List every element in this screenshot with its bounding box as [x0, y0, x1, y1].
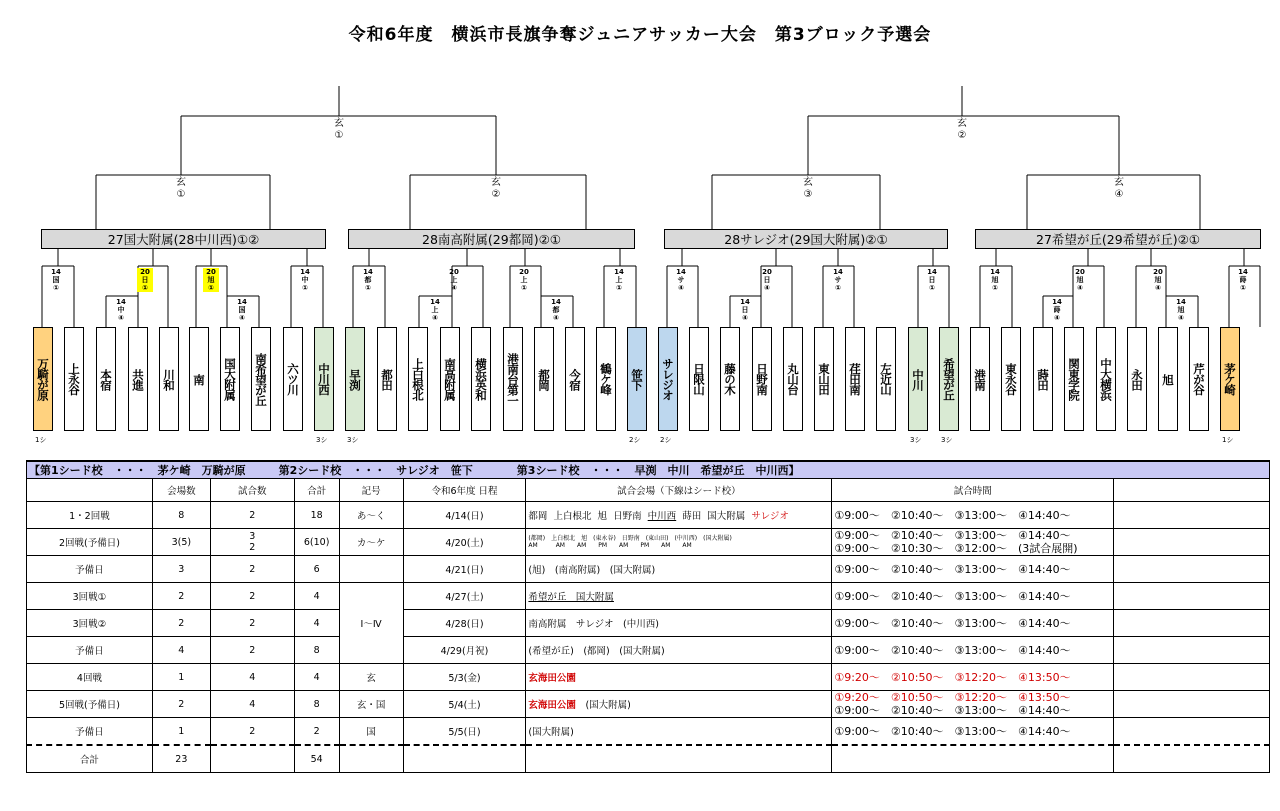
team-box: 希望が丘	[939, 327, 959, 431]
team-box: 国大附属	[220, 327, 240, 431]
table-row: 5回戦(予備日) 2 4 8 玄・国 5/4(土) 玄海田公園 (国大附属) ①9:20～ ②10:50～ ③12:20～ ④13:50～ ①9:00～ ②10:40～ ③13:00～ ④14:40～	[27, 691, 1270, 718]
col-code: 記号	[339, 479, 403, 502]
team-box: 港南台第一	[503, 327, 523, 431]
match-label: 20 旭 ④	[1153, 268, 1163, 292]
match-label: 20 旭 ④	[1075, 268, 1085, 292]
table-row: 1・2回戦 8 2 18 あ～く 4/14(日) 都岡 上白根北 旭 日野南 中川西 蒔田 国大附属 サレジオ ①9:00～ ②10:40～ ③13:00～ ④14:40～	[27, 502, 1270, 529]
sub-match-label: 14 都 ④	[551, 298, 561, 322]
col-games: 試合数	[210, 479, 294, 502]
semi-label-3: 玄 ③	[803, 177, 813, 200]
seed-mark: 2シ	[629, 436, 641, 444]
match-label: 14 日 ①	[927, 268, 937, 292]
team-box: 旭	[1158, 327, 1178, 431]
team-box: 東永谷	[1001, 327, 1021, 431]
team-box: 川和	[159, 327, 179, 431]
team-box: 永田	[1127, 327, 1147, 431]
seed-mark: 3シ	[347, 436, 359, 444]
team-box: 日野南	[752, 327, 772, 431]
team-box: 南	[189, 327, 209, 431]
page-title: 令和6年度 横浜市長旗争奪ジュニアサッカー大会 第3ブロック予選会	[348, 25, 932, 45]
team-box: 都岡	[534, 327, 554, 431]
match-label: 20 日 ④	[762, 268, 772, 292]
table-row: 4回戦 1 4 4 玄 5/3(金) 玄海田公園 ①9:20～ ②10:50～ ③12:20～ ④13:50～	[27, 664, 1270, 691]
sub-match-label: 14 旭 ④	[1176, 298, 1186, 322]
team-box: 今宿	[565, 327, 585, 431]
semi-label-1: 玄 ①	[176, 177, 186, 200]
match-label: 14 上 ①	[614, 268, 624, 292]
col-site: 試合会場（下線はシード校）	[526, 479, 832, 502]
seed-summary: 【第1シード校 ・・・ 茅ケ崎 万騎が原 第2シード校 ・・・ サレジオ 笹下 第3シード校 ・・・ 早渕 中川 希望が丘 中川西】	[27, 461, 1270, 479]
team-box: 上永谷	[64, 327, 84, 431]
match-label: 20 上 ④	[449, 268, 459, 292]
sub-match-label: 14 中 ④	[116, 298, 126, 322]
team-box: 藤の木	[720, 327, 740, 431]
col-time: 試合時間	[832, 479, 1114, 502]
seed-mark: 3シ	[316, 436, 328, 444]
team-box: 上白根北	[408, 327, 428, 431]
team-box: 早渕	[345, 327, 365, 431]
team-box: 左近山	[876, 327, 896, 431]
table-row: 予備日 1 2 2 国 5/5(日) (国大附属) ①9:00～ ②10:40～ ③13:00～ ④14:40～	[27, 718, 1270, 746]
team-box: 中川	[908, 327, 928, 431]
block-3-bar: 28サレジオ(29国大附属)②①	[664, 229, 948, 249]
seed-mark: 3シ	[910, 436, 922, 444]
match-label: 14 旭 ①	[990, 268, 1000, 292]
match-label: 20 上 ①	[519, 268, 529, 292]
table-row: 合計 23 54	[27, 745, 1270, 773]
block-4-bar: 27希望が丘(29希望が丘)②①	[975, 229, 1261, 249]
final-label-right: 玄 ②	[957, 118, 967, 141]
team-box: 万騎が原	[33, 327, 53, 431]
table-row: 3回戦② 2 2 4 Ⅰ～Ⅳ 4/28(日) 南高附属 サレジオ (中川西) ①9:00～ ②10:40～ ③13:00～ ④14:40～	[27, 610, 1270, 637]
table-row: 3回戦① 2 2 4 4/27(土) 希望が丘 国大附属 ①9:00～ ②10:40～ ③13:00～ ④14:40～	[27, 583, 1270, 610]
sub-match-label: 14 国 ④	[237, 298, 247, 322]
team-box: 中大横浜	[1096, 327, 1116, 431]
team-box: 荏田南	[845, 327, 865, 431]
team-box: 鶴ケ峰	[596, 327, 616, 431]
seed-mark: 3シ	[941, 436, 953, 444]
team-box: 横浜英和	[471, 327, 491, 431]
site-cell: (都岡) 上白根北 旭 (東永谷) 日野南 (東山田) (中川西) (国大附属) AM AM AM PM AM PM AM AM	[526, 529, 832, 556]
block-2-bar: 28南高附属(29都岡)②①	[348, 229, 635, 249]
block-1-bar: 27国大附属(28中川西)①②	[41, 229, 326, 249]
table-header	[27, 479, 1270, 502]
team-box: 笹下	[627, 327, 647, 431]
team-box: 本宿	[96, 327, 116, 431]
schedule-table	[26, 460, 1270, 773]
team-box: 関東学院	[1064, 327, 1084, 431]
sub-match-label: 14 日 ④	[740, 298, 750, 322]
team-box: 芹が谷	[1189, 327, 1209, 431]
team-box: 港南	[970, 327, 990, 431]
team-box: 都田	[377, 327, 397, 431]
semi-label-4: 玄 ④	[1114, 177, 1124, 200]
team-box: 東山田	[814, 327, 834, 431]
match-label: 20 旭 ①	[203, 268, 219, 292]
site-cell: 玄海田公園 (国大附属)	[526, 691, 832, 718]
team-box: 南希望が丘	[251, 327, 271, 431]
team-box: 日限山	[689, 327, 709, 431]
site-cell: 都岡 上白根北 旭 日野南 中川西 蒔田 国大附属 サレジオ	[526, 502, 832, 529]
match-label: 20 日 ①	[137, 268, 153, 292]
table-row: 予備日 4 2 8 4/29(月祝) (希望が丘) (都岡) (国大附属) ①9:00～ ②10:40～ ③13:00～ ④14:40～	[27, 637, 1270, 664]
match-label: 14 中 ①	[300, 268, 310, 292]
semi-label-2: 玄 ②	[491, 177, 501, 200]
col-total: 合計	[294, 479, 339, 502]
team-box: 蒔田	[1033, 327, 1053, 431]
team-box: 丸山台	[783, 327, 803, 431]
match-label: 14 蒔 ①	[1238, 268, 1248, 292]
table-row: 2回戦(予備日) 3(5) 3 2 6(10) カ～ケ 4/20(土) (都岡) 上白根北 旭 (東永谷) 日野南 (東山田) (中川西) (国大附属) AM AM AM PM AM PM AM AM ①9:00～ ②10:40～ ③13:00～ ④14:40～ ①9:00～ ②10:30～ ③12:00～ (3試合展開)	[27, 529, 1270, 556]
match-label: 14 都 ①	[363, 268, 373, 292]
sub-match-label: 14 蒔 ④	[1052, 298, 1062, 322]
seed-mark: 1シ	[1222, 436, 1234, 444]
col-venues: 会場数	[152, 479, 210, 502]
team-box: 茅ケ崎	[1220, 327, 1240, 431]
table-row: 予備日 3 2 6 4/21(日) (旭) (南高附属) (国大附属) ①9:00～ ②10:40～ ③13:00～ ④14:40～	[27, 556, 1270, 583]
final-label-left: 玄 ①	[334, 118, 344, 141]
team-box: 共進	[128, 327, 148, 431]
team-box: 六ツ川	[283, 327, 303, 431]
match-label: 14 国 ①	[51, 268, 61, 292]
seed-mark: 1シ	[35, 436, 47, 444]
team-box: 南高附属	[440, 327, 460, 431]
sub-match-label: 14 上 ④	[430, 298, 440, 322]
match-label: 14 サ ①	[833, 268, 843, 292]
col-date: 令和6年度 日程	[403, 479, 526, 502]
team-box: サレジオ	[658, 327, 678, 431]
team-box: 中川西	[314, 327, 334, 431]
match-label: 14 サ ④	[676, 268, 686, 292]
seed-mark: 2シ	[660, 436, 672, 444]
